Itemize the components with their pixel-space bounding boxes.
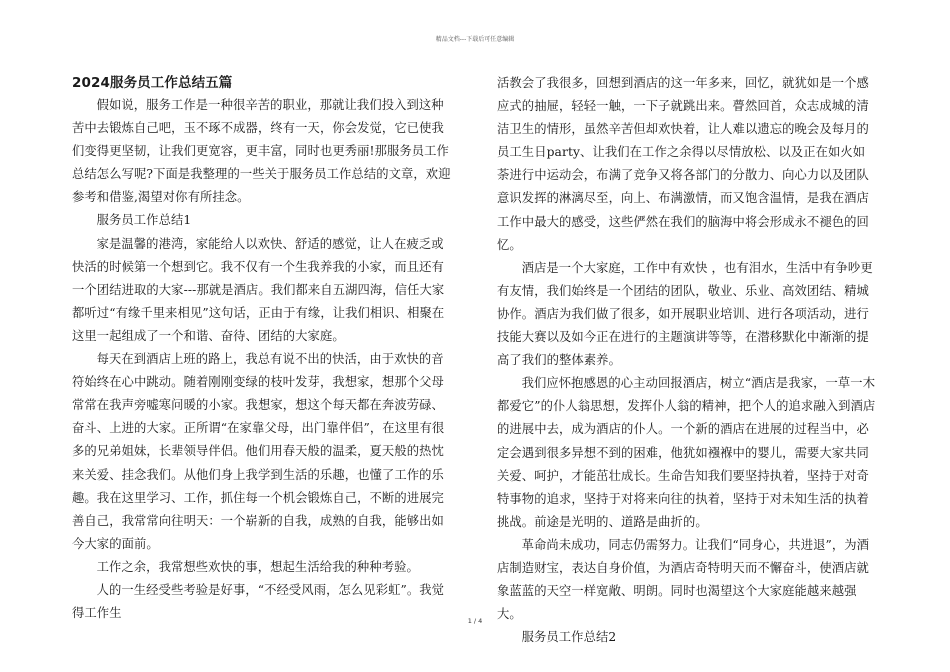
paragraph: 活教会了我很多，回想到酒店的这一年多来，回忆，就犹如是一个感应式的抽屉，轻轻一触，一下子就跳出来。瞢然回首，众志成城的清洁卫生的情形，虽然辛苦但却欢快着，让人难以遗忘的晚会及每月的员工生日party、让我们在工作之余得以尽情放松、以及正在如火如荼进行中运动会，布满了竞争又将各部门的分散力、向心力以及团队意识发挥的淋漓尽至，向上、布满激情，而又饱含温情，是我在酒店工作中最大的感受，这些俨然在我们的脑海中将会形成永不褪色的回忆。 bbox=[497, 76, 869, 252]
paragraph: 我们应怀抱感恩的心主动回报酒店，树立“酒店是我家，一草一木都爱它”的仆人翁思想，发挥仆人翁的精神，把个人的追求融入到酒店的进展中去，成为酒店的仆人。一个新的酒店在进展的过程当中，必定会遇到很多异想不到的困难，他犹如襁褓中的婴儿，需要大家共同关爱、呵护，才能茁壮成长。生命告知我们要坚持执着，坚持于对奇特事物的追求，坚持于对将来向往的执着，坚持于对未知生活的执着挑战。前途是光明的、道路是曲折的。 bbox=[497, 376, 876, 529]
right-column bbox=[497, 72, 877, 649]
paragraph: 家是温馨的港湾，家能给人以欢快、舒适的感觉，让人在疲乏或快活的时候第一个想到它。我不仅有一个生我养我的小家，而且还有一个团结进取的大家---那就是酒店。我们都来自五湖四海，信任大家都听过“有缘千里来相见”这句话，正由于有缘，让我们相识、相聚在这里一起组成了一个和谐、奋待、团结的大家庭。 bbox=[72, 236, 445, 343]
page-header-note: 精品文档---下载后可任意编辑 bbox=[435, 36, 515, 43]
section-heading: 服务员工作总结1 bbox=[96, 213, 192, 228]
paragraph: 假如说，服务工作是一种很辛苦的职业，那就让我们投入到这种苦中去锻炼自己吧，玉不琢不成器，终有一天，你会发觉，它已使我们变得更坚韧，让我们更宽容，更丰富，同时也更秀丽!那服务员工作总结怎么写呢?下面是我整理的一些关于服务员工作总结的文章，欢迎参考和借鉴,渴望对你有所挂念。 bbox=[72, 98, 451, 205]
section-heading: 服务员工作总结2 bbox=[521, 630, 617, 645]
paragraph: 人的一生经受些考验是好事，“不经受风雨，怎么见彩虹”。我觉得工作生 bbox=[72, 582, 445, 621]
left-column bbox=[72, 72, 454, 625]
paragraph: 每天在到酒店上班的路上，我总有说不出的快活，由于欢快的音符始终在心中跳动。随着刚刚变绿的枝叶发芽，我想家，想那个父母常常在我声旁嘘寒问暖的小家。我想家，想这个每天都在奔波劳碌、奋斗、上进的大家。正所谓“在家靠父母，出门靠伴侣”，在这里有很多的兄弟姐妹，长辈领导伴侣。他们用春天般的温柔，夏天般的热忱来关爱、挂念我们。从他们身上我学到生活的乐趣，也懂了工作的乐趣。我在这里学习、工作，抓住每一个机会锻炼自己，不断的进展完善自己，我常常向往明天：一个崭新的自我，成熟的自我，能够出如今大家的面前。 bbox=[72, 352, 445, 551]
paragraph: 革命尚未成功，同志仍需努力。让我们“同身心，共进退”，为酒店制造财宝，表达自身价值，为酒店奇特明天而不懈奋斗，使酒店就象蓝蓝的天空一样宽敞、明朗。同时也渴望这个大家庭能越来越强大。 bbox=[497, 537, 870, 622]
document-title: 2024服务员工作总结五篇 bbox=[72, 75, 233, 91]
paragraph: 工作之余，我常想些欢快的事，想起生活给我的种种考验。 bbox=[96, 559, 419, 574]
page-number: 1 / 4 bbox=[467, 617, 483, 625]
paragraph: 酒店是一个大家庭，工作中有欢快 ，也有泪水，生活中有争吵更有友情，我们始终是一个团结的团队，敬业、乐业、高效团结、精城协作。酒店为我们做了很多，如开展职业培训、进行各项活动，进行技能大赛以及如今正在进行的主题演讲等等，在潜移默化中渐渐的提高了我们的整体素养。 bbox=[497, 260, 873, 368]
